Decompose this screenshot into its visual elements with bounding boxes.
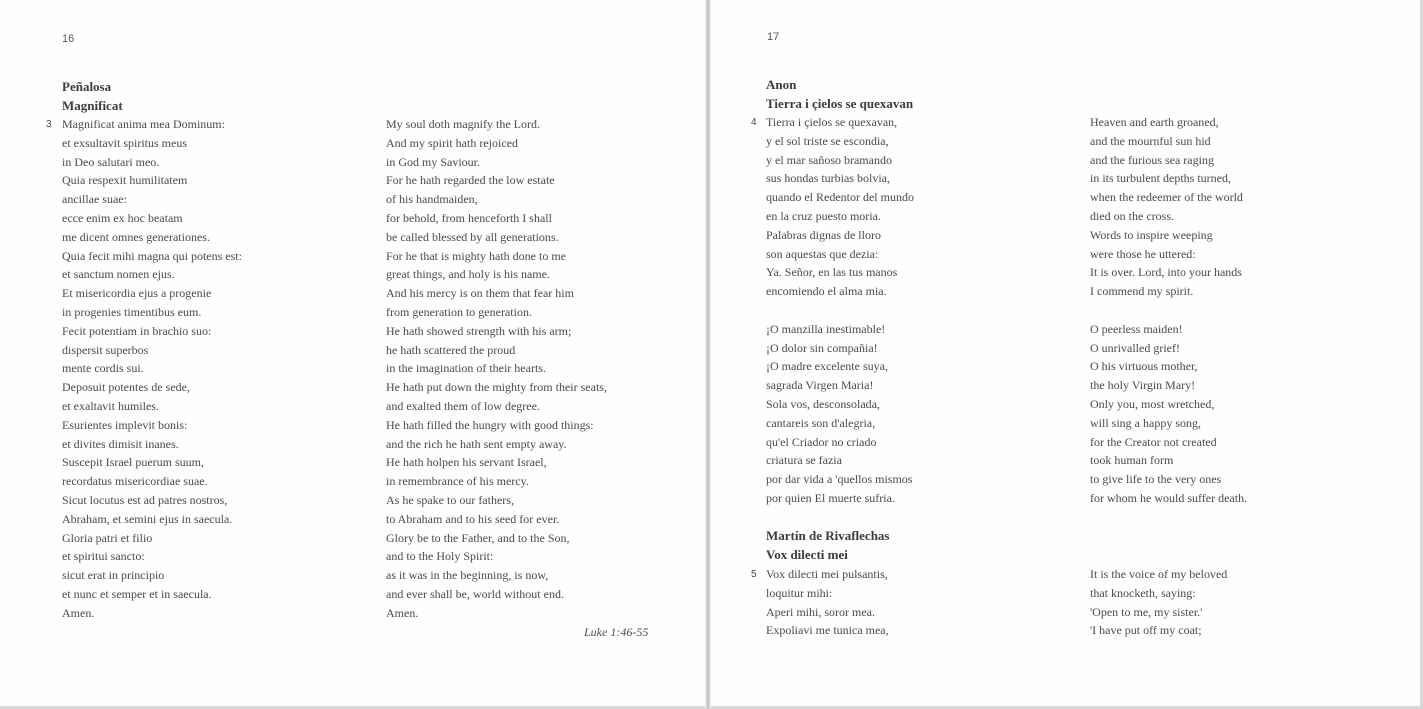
english-translation-column bbox=[1090, 113, 1247, 508]
page-number-left: 16 bbox=[62, 33, 75, 45]
text-line: son aquestas que dezia: bbox=[766, 246, 879, 261]
text-line: died on the cross. bbox=[1090, 208, 1174, 223]
stanza bbox=[766, 113, 914, 301]
text-line: Aperi mihi, soror mea. bbox=[766, 604, 875, 619]
text-line: and ever shall be, world without end. bbox=[386, 586, 564, 601]
text-line: loquitur mihi: bbox=[766, 585, 833, 600]
text-line: to give life to the very ones bbox=[1090, 472, 1222, 487]
text-line: et exaltavit humiles. bbox=[62, 398, 159, 413]
text-line: et nunc et semper et in saecula. bbox=[62, 586, 212, 601]
text-line: And his mercy is on them that fear him bbox=[386, 286, 574, 301]
text-line: Fecit potentiam in brachio suo: bbox=[62, 323, 212, 338]
piece-title: Tierra i çielos se quexavan bbox=[766, 96, 914, 111]
text-line: I commend my spirit. bbox=[1090, 284, 1194, 299]
text-line: ¡O madre excelente suya, bbox=[766, 359, 888, 374]
text-line: Quia respexit humilitatem bbox=[62, 173, 188, 188]
text-line: Only you, most wretched, bbox=[1090, 396, 1215, 411]
stanza-gap bbox=[1090, 301, 1247, 320]
text-line: sagrada Virgen Maria! bbox=[766, 378, 874, 393]
text-line: 'I have put off my coat; bbox=[1090, 623, 1202, 638]
text-line: Tierra i çielos se quexavan, bbox=[766, 115, 898, 129]
text-line: that knocketh, saying: bbox=[1090, 585, 1196, 600]
text-line: Et misericordia ejus a progenie bbox=[62, 286, 212, 301]
composer-name: Peñalosa bbox=[62, 79, 112, 94]
spanish-text-column bbox=[766, 113, 914, 508]
text-line: qu'el Criador no criado bbox=[766, 434, 877, 449]
text-line: were those he uttered: bbox=[1090, 246, 1196, 261]
text-line: Abraham, et semini ejus in saecula. bbox=[62, 511, 233, 526]
text-line: Esurientes implevit bonis: bbox=[62, 417, 188, 432]
text-line: sicut erat in principio bbox=[62, 568, 165, 583]
text-line: O unrivalled grief! bbox=[1090, 340, 1180, 355]
latin-text-column bbox=[766, 565, 889, 640]
text-line: My soul doth magnify the Lord. bbox=[386, 117, 540, 131]
text-line: Magnificat anima mea Dominum: bbox=[62, 117, 225, 131]
text-line: encomiendo el alma mia. bbox=[766, 284, 887, 299]
piece-heading-magnificat bbox=[62, 77, 123, 115]
text-line: in remembrance of his mercy. bbox=[386, 474, 529, 489]
text-line: for the Creator not created bbox=[1090, 434, 1217, 449]
text-line: as it was in the beginning, is now, bbox=[386, 568, 549, 583]
book-spine bbox=[705, 0, 711, 709]
text-line: Suscepit Israel puerum suum, bbox=[62, 455, 204, 470]
text-line: took human form bbox=[1090, 453, 1174, 468]
text-line: in progenies timentibus eum. bbox=[62, 304, 202, 319]
scripture-citation: Luke 1:46-55 bbox=[584, 625, 649, 639]
page-number-right: 17 bbox=[767, 31, 780, 43]
text-line: to Abraham and to his seed for ever. bbox=[386, 511, 560, 526]
english-translation-column bbox=[1090, 565, 1227, 640]
text-line: He hath showed strength with his arm; bbox=[386, 323, 572, 338]
text-line: for whom he would suffer death. bbox=[1090, 490, 1248, 505]
text-line: dispersit superbos bbox=[62, 342, 149, 357]
text-line: in God my Saviour. bbox=[386, 154, 481, 169]
text-line: me dicent omnes generationes. bbox=[62, 229, 210, 244]
composer-name: Martín de Rivaflechas bbox=[766, 528, 890, 543]
stanza-gap bbox=[766, 301, 914, 320]
text-line: et exsultavit spiritus meus bbox=[62, 135, 187, 150]
english-text-column bbox=[386, 115, 607, 623]
text-line: Gloria patri et filio bbox=[62, 530, 153, 545]
text-line: Palabras dignas de lloro bbox=[766, 227, 881, 242]
text-line: and the mournful sun hid bbox=[1090, 133, 1211, 148]
text-line: et sanctum nomen ejus. bbox=[62, 267, 175, 282]
text-line: mente cordis sui. bbox=[62, 361, 144, 376]
text-line: will sing a happy song, bbox=[1090, 415, 1201, 430]
text-line: Sicut locutus est ad patres nostros, bbox=[62, 492, 228, 507]
text-line: the holy Virgin Mary! bbox=[1090, 378, 1196, 393]
text-line: in the imagination of their hearts. bbox=[386, 361, 546, 376]
text-line: et divites dimisit inanes. bbox=[62, 436, 179, 451]
text-line: be called blessed by all generations. bbox=[386, 229, 559, 244]
text-line: and exalted them of low degree. bbox=[386, 398, 540, 413]
text-line: O peerless maiden! bbox=[1090, 321, 1183, 336]
text-line: ¡O dolor sin compañia! bbox=[766, 340, 878, 355]
piece-title: Vox dilecti mei bbox=[766, 547, 848, 562]
text-line: great things, and holy is his name. bbox=[386, 267, 550, 282]
text-line: criatura se fazia bbox=[766, 453, 842, 468]
text-line: y el mar sañoso bramando bbox=[766, 152, 892, 167]
text-line: Amen. bbox=[62, 605, 95, 620]
text-line: Sola vos, desconsolada, bbox=[766, 396, 880, 411]
text-line: of his handmaiden, bbox=[386, 192, 478, 207]
text-line: Words to inspire weeping bbox=[1090, 227, 1213, 242]
text-line: Expoliavi me tunica mea, bbox=[766, 623, 889, 638]
text-line: Deposuit potentes de sede, bbox=[62, 380, 190, 395]
piece-heading-vox-dilecti bbox=[766, 526, 889, 564]
text-line: in its turbulent depths turned, bbox=[1090, 171, 1231, 186]
text-line: He hath put down the mighty from their seats, bbox=[386, 380, 607, 395]
text-line: et spiritui sancto: bbox=[62, 549, 145, 564]
text-line: from generation to generation. bbox=[386, 304, 532, 319]
composer-name: Anon bbox=[766, 77, 797, 92]
text-line: Amen. bbox=[386, 605, 419, 620]
text-line: He hath holpen his servant Israel, bbox=[386, 455, 547, 470]
text-line: recordatus misericordiae suae. bbox=[62, 474, 208, 489]
text-line: For he hath regarded the low estate bbox=[386, 173, 555, 188]
text-line: Quia fecit mihi magna qui potens est: bbox=[62, 248, 242, 263]
text-line: 'Open to me, my sister.' bbox=[1090, 604, 1203, 619]
text-line: and the furious sea raging bbox=[1090, 152, 1214, 167]
piece-title: Magnificat bbox=[62, 98, 123, 113]
text-line: y el sol triste se escondia, bbox=[766, 133, 889, 148]
text-line: in Deo salutari meo. bbox=[62, 154, 160, 169]
text-line: and the rich he hath sent empty away. bbox=[386, 436, 567, 451]
text-line: por dar vida a 'quellos mismos bbox=[766, 472, 913, 487]
track-number: 4 bbox=[751, 117, 757, 128]
text-line: Vox dilecti mei pulsantis, bbox=[766, 567, 888, 581]
text-line: As he spake to our fathers, bbox=[386, 492, 514, 507]
text-line: It is over. Lord, into your hands bbox=[1090, 265, 1242, 280]
text-line: quando el Redentor del mundo bbox=[766, 190, 914, 205]
text-line: he hath scattered the proud bbox=[386, 342, 516, 357]
text-line: Heaven and earth groaned, bbox=[1090, 115, 1219, 129]
text-line: and to the Holy Spirit: bbox=[386, 549, 494, 564]
piece-heading-tierra bbox=[766, 75, 913, 113]
text-line: cantareis son d'alegria, bbox=[766, 415, 876, 430]
text-line: en la cruz puesto moria. bbox=[766, 208, 881, 223]
track-number: 5 bbox=[751, 569, 757, 580]
text-line: ecce enim ex hoc beatam bbox=[62, 210, 183, 225]
text-line: It is the voice of my beloved bbox=[1090, 567, 1228, 581]
text-line: O his virtuous mother, bbox=[1090, 359, 1198, 374]
text-line: Ya. Señor, en las tus manos bbox=[766, 265, 898, 280]
text-line: For he that is mighty hath done to me bbox=[386, 248, 566, 263]
text-line: when the redeemer of the world bbox=[1090, 190, 1243, 205]
stanza bbox=[1090, 113, 1247, 301]
text-line: ancillae suae: bbox=[62, 192, 127, 207]
track-number: 3 bbox=[46, 119, 52, 130]
stanza bbox=[1090, 320, 1247, 508]
latin-text-column bbox=[62, 115, 242, 623]
text-line: He hath filled the hungry with good things: bbox=[386, 417, 594, 432]
text-line: And my spirit hath rejoiced bbox=[386, 135, 518, 150]
text-line: por quien El muerte sufria. bbox=[766, 490, 895, 505]
stanza bbox=[766, 320, 914, 508]
text-line: for behold, from henceforth I shall bbox=[386, 210, 552, 225]
text-line: Glory be to the Father, and to the Son, bbox=[386, 530, 570, 545]
text-line: ¡O manzilla inestimable! bbox=[766, 321, 886, 336]
text-line: sus hondas turbias bolvia, bbox=[766, 171, 890, 186]
